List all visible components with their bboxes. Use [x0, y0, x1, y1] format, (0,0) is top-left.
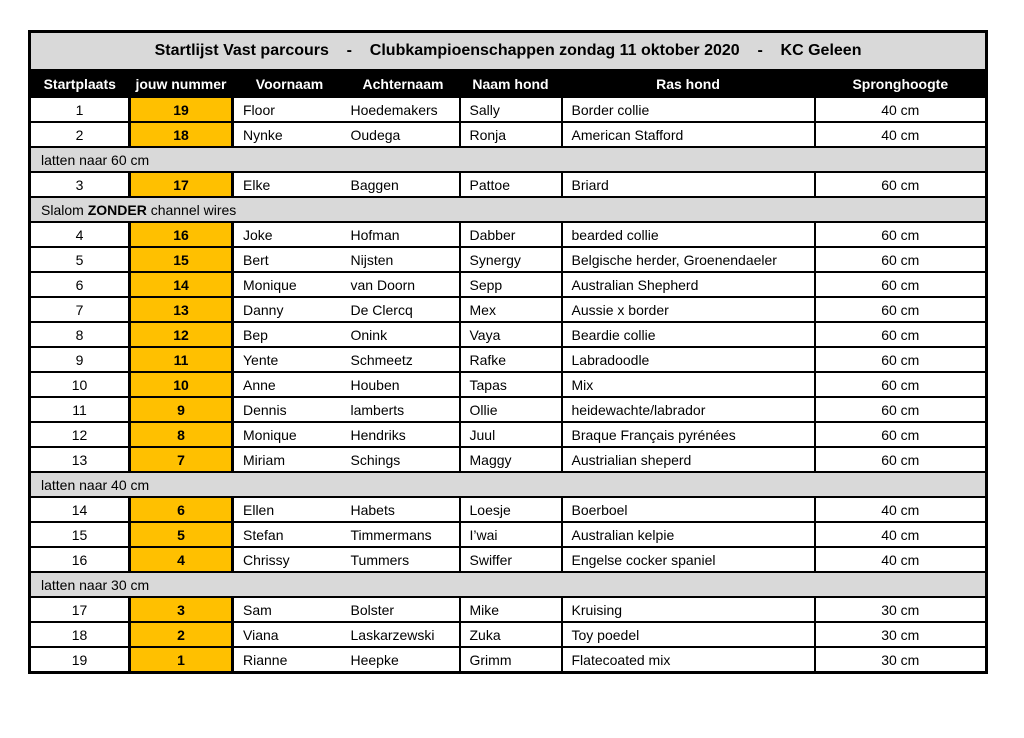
section-label-segment: Slalom — [41, 201, 88, 218]
cell-ras_hond: Austrialian sheperd — [562, 447, 815, 472]
column-header-row — [30, 71, 987, 98]
cell-nummer: 2 — [130, 622, 233, 647]
cell-voornaam: Viana — [233, 622, 347, 647]
cell-spronghoogte: 60 cm — [815, 397, 987, 422]
section-label — [30, 147, 987, 172]
table-row — [30, 622, 987, 647]
cell-nummer: 5 — [130, 522, 233, 547]
table-body — [30, 97, 987, 673]
cell-startplaats: 16 — [30, 547, 130, 572]
cell-ras_hond: Mix — [562, 372, 815, 397]
cell-spronghoogte: 60 cm — [815, 422, 987, 447]
cell-naam_hond: I’wai — [460, 522, 562, 547]
table-row — [30, 597, 987, 622]
table-row — [30, 647, 987, 673]
startlist-table — [28, 30, 988, 674]
cell-achternaam: Tummers — [347, 547, 460, 572]
cell-ras_hond: Aussie x border — [562, 297, 815, 322]
column-header-5: Ras hond — [562, 71, 815, 98]
cell-startplaats: 3 — [30, 172, 130, 197]
cell-naam_hond: Juul — [460, 422, 562, 447]
cell-startplaats: 9 — [30, 347, 130, 372]
cell-startplaats: 15 — [30, 522, 130, 547]
cell-startplaats: 7 — [30, 297, 130, 322]
section-row — [30, 572, 987, 597]
cell-startplaats: 17 — [30, 597, 130, 622]
cell-ras_hond: Kruising — [562, 597, 815, 622]
cell-achternaam: Schings — [347, 447, 460, 472]
cell-startplaats: 13 — [30, 447, 130, 472]
cell-nummer: 17 — [130, 172, 233, 197]
cell-achternaam: Bolster — [347, 597, 460, 622]
cell-nummer: 9 — [130, 397, 233, 422]
table-row — [30, 97, 987, 122]
cell-voornaam: Chrissy — [233, 547, 347, 572]
table-row — [30, 122, 987, 147]
cell-startplaats: 4 — [30, 222, 130, 247]
cell-ras_hond: Labradoodle — [562, 347, 815, 372]
table-row — [30, 447, 987, 472]
section-row — [30, 147, 987, 172]
cell-achternaam: Hoedemakers — [347, 97, 460, 122]
cell-achternaam: Baggen — [347, 172, 460, 197]
cell-voornaam: Bep — [233, 322, 347, 347]
section-label-segment: latten naar 40 cm — [41, 476, 150, 493]
cell-nummer: 3 — [130, 597, 233, 622]
cell-nummer: 8 — [130, 422, 233, 447]
cell-achternaam: Nijsten — [347, 247, 460, 272]
cell-startplaats: 10 — [30, 372, 130, 397]
section-label-segment: latten naar 30 cm — [41, 576, 150, 593]
cell-achternaam: Onink — [347, 322, 460, 347]
table-row — [30, 397, 987, 422]
cell-voornaam: Sam — [233, 597, 347, 622]
cell-voornaam: Yente — [233, 347, 347, 372]
cell-naam_hond: Rafke — [460, 347, 562, 372]
cell-spronghoogte: 60 cm — [815, 272, 987, 297]
column-header-3: Achternaam — [347, 71, 460, 98]
cell-achternaam: Oudega — [347, 122, 460, 147]
table-row — [30, 297, 987, 322]
cell-nummer: 15 — [130, 247, 233, 272]
page-title: Startlijst Vast parcours - Clubkampioenschappen zondag 11 oktober 2020 - KC Geleen — [30, 32, 987, 71]
cell-startplaats: 11 — [30, 397, 130, 422]
cell-achternaam: lamberts — [347, 397, 460, 422]
cell-naam_hond: Ollie — [460, 397, 562, 422]
cell-startplaats: 19 — [30, 647, 130, 673]
table-row — [30, 522, 987, 547]
cell-spronghoogte: 60 cm — [815, 447, 987, 472]
table-row — [30, 272, 987, 297]
section-label-segment: latten naar 60 cm — [41, 151, 150, 168]
column-header-0: Startplaats — [30, 71, 130, 98]
cell-voornaam: Monique — [233, 422, 347, 447]
cell-spronghoogte: 60 cm — [815, 247, 987, 272]
table-row — [30, 497, 987, 522]
cell-achternaam: Hofman — [347, 222, 460, 247]
cell-ras_hond: Border collie — [562, 97, 815, 122]
cell-voornaam: Bert — [233, 247, 347, 272]
cell-achternaam: van Doorn — [347, 272, 460, 297]
cell-spronghoogte: 40 cm — [815, 522, 987, 547]
cell-ras_hond: Beardie collie — [562, 322, 815, 347]
cell-voornaam: Nynke — [233, 122, 347, 147]
cell-ras_hond: Briard — [562, 172, 815, 197]
cell-spronghoogte: 40 cm — [815, 497, 987, 522]
cell-naam_hond: Dabber — [460, 222, 562, 247]
section-label — [30, 572, 987, 597]
cell-naam_hond: Ronja — [460, 122, 562, 147]
cell-naam_hond: Maggy — [460, 447, 562, 472]
cell-startplaats: 12 — [30, 422, 130, 447]
cell-achternaam: Heepke — [347, 647, 460, 673]
cell-startplaats: 1 — [30, 97, 130, 122]
section-row — [30, 197, 987, 222]
cell-ras_hond: bearded collie — [562, 222, 815, 247]
cell-nummer: 1 — [130, 647, 233, 673]
cell-voornaam: Miriam — [233, 447, 347, 472]
cell-naam_hond: Sally — [460, 97, 562, 122]
cell-nummer: 19 — [130, 97, 233, 122]
cell-ras_hond: Australian kelpie — [562, 522, 815, 547]
table-row — [30, 247, 987, 272]
cell-voornaam: Monique — [233, 272, 347, 297]
cell-startplaats: 2 — [30, 122, 130, 147]
cell-ras_hond: Braque Français pyrénées — [562, 422, 815, 447]
cell-startplaats: 18 — [30, 622, 130, 647]
cell-ras_hond: Engelse cocker spaniel — [562, 547, 815, 572]
cell-spronghoogte: 60 cm — [815, 322, 987, 347]
cell-nummer: 10 — [130, 372, 233, 397]
cell-nummer: 7 — [130, 447, 233, 472]
table-row — [30, 322, 987, 347]
cell-ras_hond: heidewachte/labrador — [562, 397, 815, 422]
cell-naam_hond: Tapas — [460, 372, 562, 397]
cell-ras_hond: Boerboel — [562, 497, 815, 522]
cell-spronghoogte: 60 cm — [815, 372, 987, 397]
cell-voornaam: Joke — [233, 222, 347, 247]
table-row — [30, 422, 987, 447]
cell-achternaam: Schmeetz — [347, 347, 460, 372]
section-row — [30, 472, 987, 497]
section-label — [30, 472, 987, 497]
cell-ras_hond: Flatecoated mix — [562, 647, 815, 673]
column-header-4: Naam hond — [460, 71, 562, 98]
cell-nummer: 14 — [130, 272, 233, 297]
cell-naam_hond: Vaya — [460, 322, 562, 347]
cell-achternaam: De Clercq — [347, 297, 460, 322]
cell-achternaam: Habets — [347, 497, 460, 522]
column-header-2: Voornaam — [233, 71, 347, 98]
cell-voornaam: Anne — [233, 372, 347, 397]
section-label-segment: ZONDER — [87, 201, 147, 218]
cell-nummer: 11 — [130, 347, 233, 372]
cell-naam_hond: Mex — [460, 297, 562, 322]
cell-achternaam: Hendriks — [347, 422, 460, 447]
cell-spronghoogte: 40 cm — [815, 547, 987, 572]
cell-nummer: 18 — [130, 122, 233, 147]
cell-voornaam: Danny — [233, 297, 347, 322]
cell-startplaats: 5 — [30, 247, 130, 272]
section-label-segment: channel wires — [146, 201, 237, 218]
cell-ras_hond: Belgische herder, Groenendaeler — [562, 247, 815, 272]
cell-startplaats: 6 — [30, 272, 130, 297]
cell-spronghoogte: 30 cm — [815, 647, 987, 673]
cell-naam_hond: Synergy — [460, 247, 562, 272]
cell-naam_hond: Pattoe — [460, 172, 562, 197]
cell-achternaam: Timmermans — [347, 522, 460, 547]
cell-voornaam: Rianne — [233, 647, 347, 673]
cell-nummer: 4 — [130, 547, 233, 572]
cell-voornaam: Floor — [233, 97, 347, 122]
cell-naam_hond: Swiffer — [460, 547, 562, 572]
cell-voornaam: Ellen — [233, 497, 347, 522]
cell-nummer: 16 — [130, 222, 233, 247]
cell-naam_hond: Sepp — [460, 272, 562, 297]
cell-voornaam: Elke — [233, 172, 347, 197]
cell-spronghoogte: 30 cm — [815, 622, 987, 647]
cell-spronghoogte: 40 cm — [815, 122, 987, 147]
table-row — [30, 347, 987, 372]
cell-ras_hond: Toy poedel — [562, 622, 815, 647]
cell-startplaats: 8 — [30, 322, 130, 347]
cell-nummer: 13 — [130, 297, 233, 322]
column-header-6: Spronghoogte — [815, 71, 987, 98]
cell-achternaam: Houben — [347, 372, 460, 397]
cell-voornaam: Stefan — [233, 522, 347, 547]
section-label — [30, 197, 987, 222]
cell-naam_hond: Grimm — [460, 647, 562, 673]
cell-nummer: 6 — [130, 497, 233, 522]
cell-naam_hond: Zuka — [460, 622, 562, 647]
cell-naam_hond: Loesje — [460, 497, 562, 522]
cell-spronghoogte: 60 cm — [815, 297, 987, 322]
table-row — [30, 222, 987, 247]
cell-spronghoogte: 60 cm — [815, 172, 987, 197]
cell-spronghoogte: 60 cm — [815, 347, 987, 372]
cell-ras_hond: American Stafford — [562, 122, 815, 147]
table-row — [30, 372, 987, 397]
cell-startplaats: 14 — [30, 497, 130, 522]
table-row — [30, 547, 987, 572]
column-header-1: jouw nummer — [130, 71, 233, 98]
table-row — [30, 172, 987, 197]
cell-spronghoogte: 40 cm — [815, 97, 987, 122]
cell-spronghoogte: 30 cm — [815, 597, 987, 622]
title-row — [30, 32, 987, 71]
cell-ras_hond: Australian Shepherd — [562, 272, 815, 297]
cell-spronghoogte: 60 cm — [815, 222, 987, 247]
cell-naam_hond: Mike — [460, 597, 562, 622]
cell-voornaam: Dennis — [233, 397, 347, 422]
cell-nummer: 12 — [130, 322, 233, 347]
cell-achternaam: Laskarzewski — [347, 622, 460, 647]
